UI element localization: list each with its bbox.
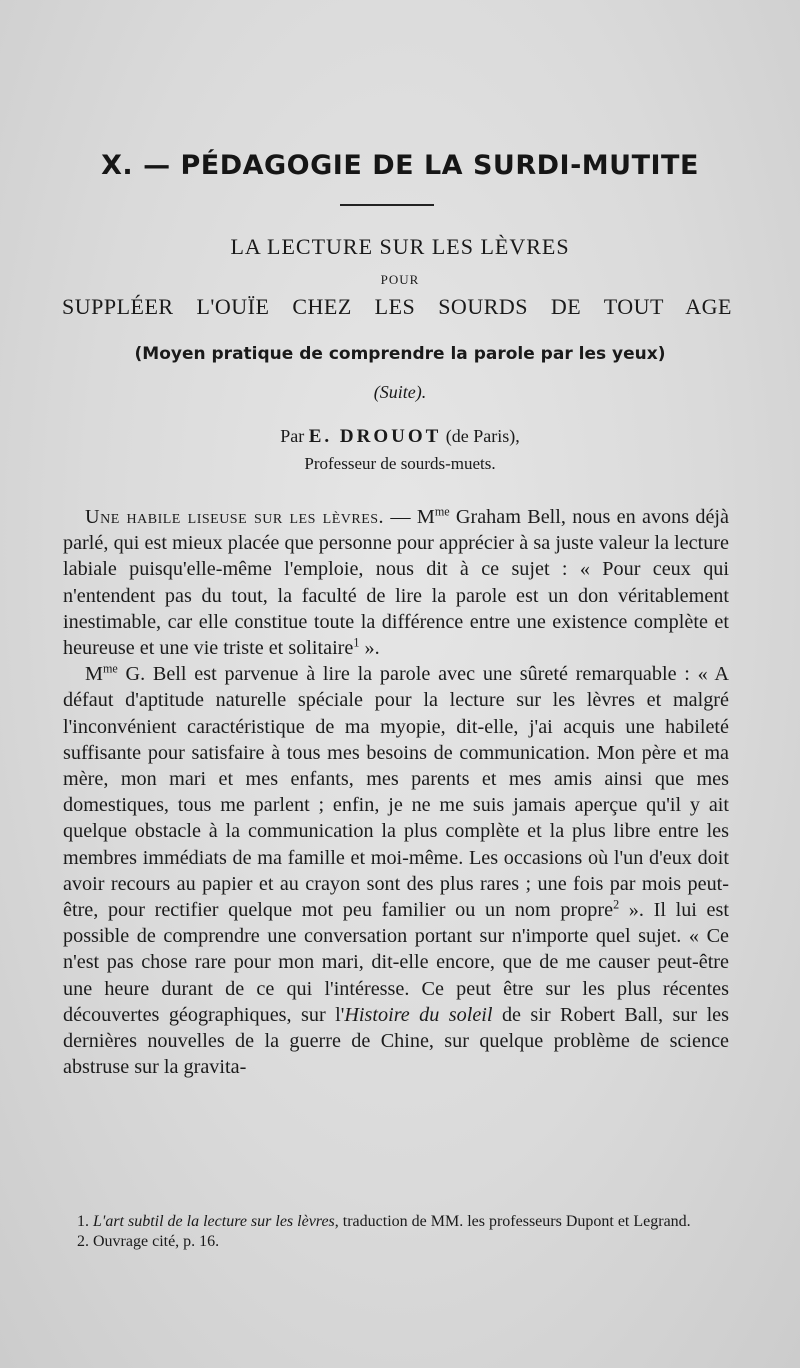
footnote-1	[63, 1212, 729, 1232]
footnote-ref-1: 1	[353, 635, 360, 650]
paragraph-2	[63, 661, 729, 1080]
footnote-2	[63, 1232, 729, 1252]
footnote-2-text: Ouvrage cité, p. 16.	[93, 1233, 220, 1250]
paragraph-1	[63, 504, 729, 661]
mme-abbrev: M	[416, 506, 435, 528]
paragraph-2-text-b: ». Il lui est possible de comprendre une conversation portant sur n'importe quel sujet. « Ce n'est pas chose rare pour mon mari, dit-elle encore, que de me causer peut-être une heure durant de ce qui l'intéresse. Ce peut être sur les plus récentes découvertes géographiques, sur l'	[63, 899, 729, 1026]
body-text	[63, 504, 729, 1080]
title-rule	[340, 204, 434, 206]
mme-sup: me	[102, 661, 118, 676]
footnote-book-title: L'art subtil de la lecture sur les lèvres	[93, 1213, 335, 1230]
article-title-line2: SUPPLÉER L'OUÏE CHEZ LES SOURDS DE TOUT AGE	[62, 294, 732, 319]
paragraph-1-end: ».	[359, 637, 380, 660]
paragraph-heading: Une habile liseuse sur les lèvres.	[85, 506, 385, 528]
article-subtitle: (Moyen pratique de comprendre la parole par les yeux)	[134, 344, 666, 364]
book-title: Histoire du soleil	[344, 1003, 493, 1026]
mme-sup: me	[434, 504, 450, 519]
author-prefix: Par	[280, 426, 305, 446]
author-affiliation: Professeur de sourds-muets.	[304, 454, 496, 473]
paragraph-2-text-a: G. Bell est parvenue à lire la parole avec une sûreté remarquable : « A défaut d'aptitude naturelle spéciale pour la lecture sur les lèvres et malgré l'inconvénient caractéristique de ma myopie, dit-elle, j'ai acquis une habileté suffisante pour satisfaire à tous mes besoins de communication. Mon père et ma mère, mon mari et mes enfants, mes parents et mes amis ainsi que mes domestiques, tous me parlent ; enfin, je ne me suis jamais aperçue qu'il y ait quelque obstacle à la communication la plus complète et la plus libre entre les membres immédiats de ma famille et moi-même. Les occasions où l'un d'eux doit avoir recours au papier et au crayon sont des plus rares ; une fois par mois peut-être, pour rectifier quelque mot peu familier ou un nom propre	[63, 663, 729, 922]
footnote-number: 1.	[77, 1213, 89, 1230]
author-line	[0, 426, 800, 448]
section-title: X. — PÉDAGOGIE DE LA SURDI-MUTITE	[101, 150, 699, 181]
footnote-number: 2.	[77, 1233, 89, 1250]
author-suffix: (de Paris),	[445, 426, 520, 446]
paragraph-2-text-c: de sir Robert Ball, sur les dernières nouvelles de la guerre de Chine, sur quelque problème de science abstruse sur la gravita-	[63, 1003, 729, 1079]
footnote-1-text: , traduction de MM. les professeurs Dupont et Legrand.	[334, 1213, 691, 1230]
footnotes	[63, 1212, 729, 1252]
paragraph-1-text: Graham Bell, nous en avons déjà parlé, qui est mieux placée que personne pour apprécier à sa juste valeur la lecture labiale puisqu'elle-même l'emploie, nous dit à ce sujet : « Pour ceux qui n'entendent pas du tout, la faculté de lire la parole est un don véritablement inestimable, car elle constitue toute la différence entre une existence complète et heureuse et une vie triste et solitaire	[63, 506, 729, 660]
footnote-ref-2: 2	[613, 897, 620, 912]
author-name: E. DROUOT	[308, 426, 442, 447]
article-title-pour: POUR	[380, 272, 420, 287]
mme-abbrev: M	[85, 663, 103, 686]
dash: —	[384, 506, 417, 528]
article-suite: (Suite).	[373, 382, 427, 402]
article-title-line1: LA LECTURE SUR LES LÈVRES	[230, 234, 570, 259]
